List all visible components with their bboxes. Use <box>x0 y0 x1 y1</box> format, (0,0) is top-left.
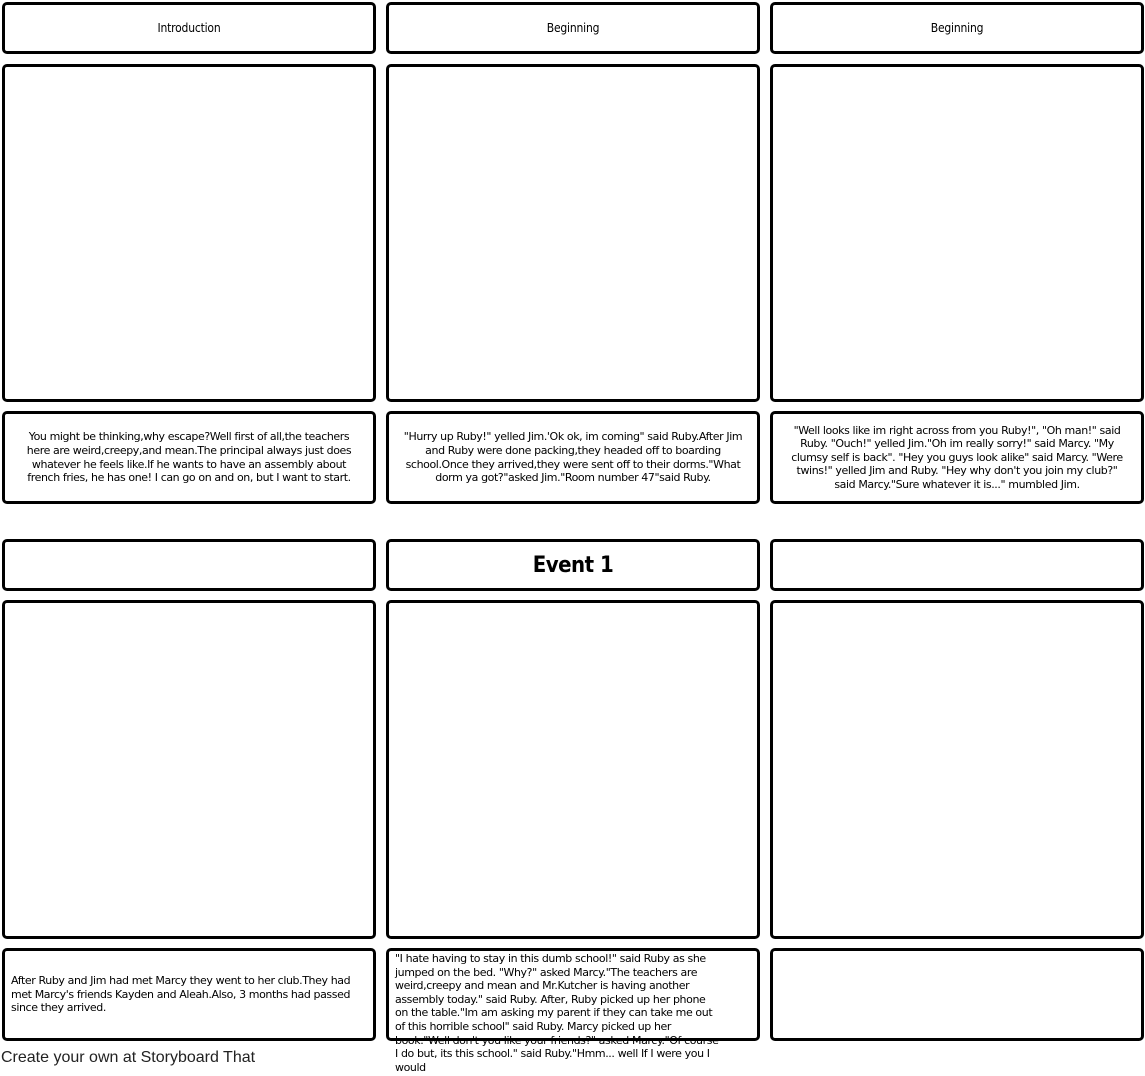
cell-5-image-panel <box>386 600 760 939</box>
cell-1-image-panel <box>2 64 376 402</box>
cell-2-caption-text: "Hurry up Ruby!" yelled Jim.'Ok ok, im coming" said Ruby.After Jim and Ruby were done packing,they headed off to boarding school.Once they arrived,they were sent off to their dorms."What dorm ya got?"asked Jim."Room number 47"said Ruby. <box>403 430 743 485</box>
cell-2-caption <box>386 411 760 504</box>
cell-4-image-panel <box>2 600 376 939</box>
cell-2-title <box>386 2 760 54</box>
cell-1-title-text: Introduction <box>157 21 221 35</box>
cell-6-title <box>770 539 1144 591</box>
cell-4-title <box>2 539 376 591</box>
cell-5-caption-text: "I hate having to stay in this dumb school!" said Ruby as she jumped on the bed. "Why?" asked Marcy."The teachers are weird,creepy and mean and Mr.Kutcher is having another assembly today." said Ruby. After, Ruby picked up her phone on the table."Im am asking my parent if they can take me out of this horrible school" said Ruby. Marcy picked up her book."Well don't you like your friends?" asked Marcy."Of course I do but, its this school." said Ruby."Hmm... well If I were you I would <box>395 952 719 1074</box>
cell-1-caption-text: You might be thinking,why escape?Well first of all,the teachers here are weird,creepy,and mean.The principal always just does whatever he feels like.If he wants to have an assembly about french fries, he has one! I can go on and on, but I want to start. <box>26 430 352 485</box>
cell-3-title-text: Beginning <box>930 21 984 35</box>
cell-4-caption <box>2 948 376 1041</box>
cell-3-caption-text: "Well looks like im right across from you Ruby!", "Oh man!" said Ruby. "Ouch!" yelled Jim."Oh im really sorry!" said Marcy. "My clumsy self is back". "Hey you guys look alike" said Marcy. "Were twins!" yelled Jim and Ruby. "Hey why don't you join my club?" said Marcy."Sure whatever it is..." mumbled Jim. <box>791 423 1123 491</box>
cell-5-title-text: Event 1 <box>532 552 614 578</box>
cell-5-caption <box>386 948 760 1074</box>
cell-3-caption <box>770 411 1144 504</box>
cell-3-title <box>770 2 1144 54</box>
cell-3-image-panel <box>770 64 1144 402</box>
cell-2-title-text: Beginning <box>546 21 600 35</box>
cell-2-image-panel <box>386 64 760 402</box>
storyboard-that-credit[interactable]: Create your own at Storyboard That <box>1 1049 256 1066</box>
cell-5-title <box>386 539 760 591</box>
cell-1-title <box>2 2 376 54</box>
cell-1-caption <box>2 411 376 504</box>
cell-4-caption-text: After Ruby and Jim had met Marcy they went to her club.They had met Marcy's friends Kayden and Aleah.Also, 3 months had passed since they arrived. <box>11 974 351 1015</box>
cell-6-caption <box>770 948 1144 1041</box>
cell-6-image-panel <box>770 600 1144 939</box>
